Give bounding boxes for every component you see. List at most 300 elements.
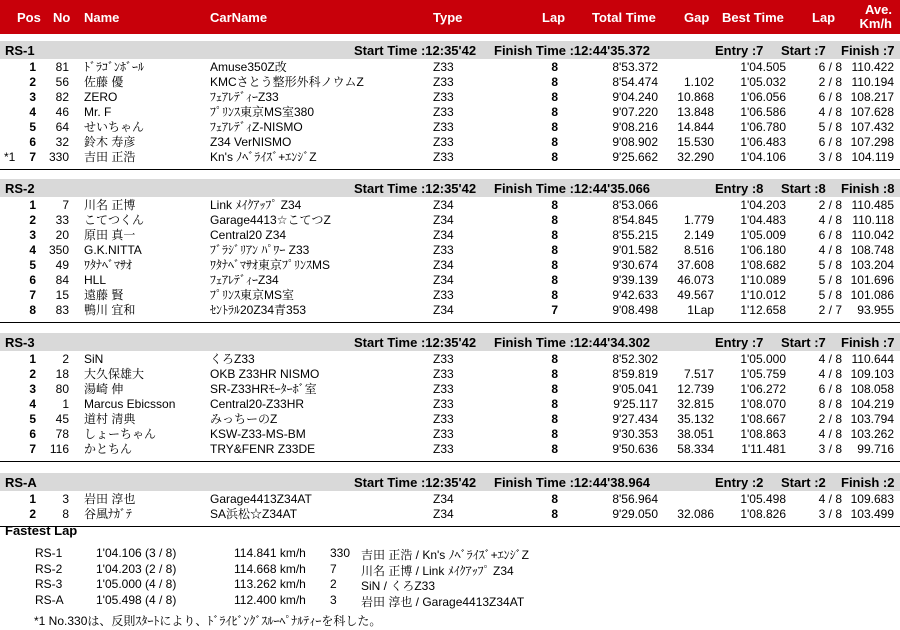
cell-pos: 2 xyxy=(29,367,36,381)
cell-ave: 109.683 xyxy=(850,492,894,506)
cell-type: Z33 xyxy=(433,243,454,257)
cell-no: 7 xyxy=(62,198,69,212)
cell-gap: 7.517 xyxy=(683,367,714,381)
col-name: Name xyxy=(84,10,120,25)
cell-name: しょーちゃん xyxy=(84,427,157,441)
cell-total: 8'52.302 xyxy=(612,352,658,366)
cell-no: 45 xyxy=(55,412,69,426)
cell-type: Z33 xyxy=(433,367,454,381)
cell-type: Z33 xyxy=(433,382,454,396)
cell-best: 1'05.000 xyxy=(740,352,786,366)
cell-total: 8'54.845 xyxy=(612,213,658,227)
cell-lap: 8 xyxy=(551,507,558,521)
cell-gap: 13.848 xyxy=(677,105,714,119)
cell-total: 9'04.240 xyxy=(612,90,658,104)
cell-ave: 93.955 xyxy=(857,303,894,317)
cell-no: 20 xyxy=(55,228,69,242)
cell-gap: 1.102 xyxy=(683,75,714,89)
cell-name: 川名 正博 xyxy=(84,198,136,212)
cell-type: Z34 xyxy=(433,213,454,227)
cell-ave: 103.499 xyxy=(850,507,894,521)
cell-car: Central20 Z34 xyxy=(210,228,287,242)
cell-best: 1'05.009 xyxy=(740,228,786,242)
cell-type: Z33 xyxy=(433,120,454,134)
result-row xyxy=(0,397,900,412)
cell-ave: 110.042 xyxy=(851,228,894,242)
cell-pos: 6 xyxy=(29,273,36,287)
cell-name: SiN xyxy=(84,352,104,366)
cell-ave: 110.118 xyxy=(852,213,894,227)
cell-name: 谷風ﾅｶﾞﾃ xyxy=(84,507,133,521)
cell-pos: 5 xyxy=(29,412,36,426)
cell-no: 81 xyxy=(55,60,69,74)
cell-lap: 8 xyxy=(551,60,558,74)
cell-bl: 2 / 8 xyxy=(818,198,842,212)
cell-lap: 8 xyxy=(551,367,558,381)
section-started: Start :7 xyxy=(781,43,826,58)
col-best: Best Time xyxy=(722,10,784,25)
section-finish-time: Finish Time :12:44'34.302 xyxy=(494,335,651,350)
cell-best: 1'08.826 xyxy=(740,507,786,521)
cell-type: Z33 xyxy=(433,397,454,411)
cell-ave: 110.644 xyxy=(851,352,894,366)
cell-type: Z33 xyxy=(433,427,454,441)
cell-bl: 4 / 8 xyxy=(818,427,842,441)
cell-name: 佐藤 優 xyxy=(84,75,124,89)
fastest-car-no: 2 xyxy=(330,577,337,591)
cell-pos: 6 xyxy=(29,135,36,149)
cell-best: 1'12.658 xyxy=(740,303,786,317)
section-finished: Finish :2 xyxy=(841,475,895,490)
fastest-speed: 114.668 km/h xyxy=(234,561,306,576)
cell-total: 8'54.474 xyxy=(612,75,658,89)
cell-car: KMCさとう整形外科ノウムZ xyxy=(210,75,364,89)
cell-best: 1'04.203 xyxy=(740,198,786,212)
cell-total: 9'42.633 xyxy=(612,288,658,302)
col-no: No xyxy=(53,10,71,25)
cell-total: 9'30.674 xyxy=(612,258,658,272)
section-title: RS-3 xyxy=(5,335,35,350)
result-row xyxy=(0,243,900,258)
cell-lap: 8 xyxy=(551,352,558,366)
cell-pos: 8 xyxy=(29,303,36,317)
cell-no: 15 xyxy=(55,288,69,302)
cell-best: 1'10.089 xyxy=(740,273,786,287)
cell-ave: 110.485 xyxy=(851,198,894,212)
section-header xyxy=(0,473,900,491)
cell-type: Z34 xyxy=(433,507,454,521)
cell-car: ｾﾝﾄﾗﾙ20Z34青353 xyxy=(210,303,307,317)
result-row xyxy=(0,492,900,507)
cell-lap: 8 xyxy=(551,135,558,149)
section-started: Start :2 xyxy=(781,475,826,490)
cell-total: 9'08.498 xyxy=(612,303,658,317)
cell-total: 8'59.819 xyxy=(612,367,658,381)
result-row xyxy=(0,60,900,75)
cell-bl: 5 / 8 xyxy=(818,120,842,134)
cell-gap: 32.290 xyxy=(677,150,714,164)
cell-bl: 5 / 8 xyxy=(818,258,842,272)
cell-total: 9'08.216 xyxy=(612,120,658,134)
cell-no: 2 xyxy=(62,352,69,366)
cell-type: Z33 xyxy=(433,105,454,119)
cell-type: Z33 xyxy=(433,135,454,149)
section-entry: Entry :7 xyxy=(715,335,764,350)
section-finished: Finish :8 xyxy=(841,181,895,196)
cell-lap: 8 xyxy=(551,105,558,119)
cell-type: Z33 xyxy=(433,60,454,74)
cell-no: 82 xyxy=(55,90,69,104)
cell-pos: 1 xyxy=(29,492,36,506)
cell-gap: 46.073 xyxy=(677,273,714,287)
fastest-driver: SiN / くろZ33 xyxy=(361,579,436,593)
cell-pos: 3 xyxy=(29,90,36,104)
penalty-note: *1 No.330は、反則ｽﾀｰﾄにより、ﾄﾞﾗｲﾋﾞﾝｸﾞｽﾙｰﾍﾟﾅﾙﾃｨｰを科した。 xyxy=(34,614,382,628)
cell-car: ﾌﾞﾗｼﾞﾘｱﾝ ﾊﾟﾜｰ Z33 xyxy=(210,243,310,257)
cell-ave: 103.794 xyxy=(850,412,894,426)
result-row xyxy=(0,150,900,165)
section-entry: Entry :2 xyxy=(715,475,764,490)
cell-pos: 4 xyxy=(29,397,36,411)
cell-name: G.K.NITTA xyxy=(84,243,142,257)
cell-lap: 8 xyxy=(551,198,558,212)
cell-best: 1'05.498 xyxy=(740,492,786,506)
fastest-speed: 114.841 km/h xyxy=(234,546,306,560)
cell-gap: 8.516 xyxy=(683,243,714,257)
cell-type: Z34 xyxy=(433,228,454,242)
cell-type: Z33 xyxy=(433,442,454,456)
section-header xyxy=(0,41,900,59)
cell-ave: 104.219 xyxy=(850,397,894,411)
cell-name: ﾜﾀﾅﾍﾞﾏｻｵ xyxy=(84,258,133,272)
cell-lap: 8 xyxy=(551,382,558,396)
cell-best: 1'06.780 xyxy=(740,120,786,134)
cell-best: 1'08.667 xyxy=(740,412,786,426)
fastest-class: RS-2 xyxy=(35,561,63,576)
cell-name: HLL xyxy=(84,273,107,287)
cell-best: 1'08.070 xyxy=(740,397,786,411)
col-ave-1: Ave. xyxy=(865,2,892,17)
fastest-class: RS-1 xyxy=(35,546,63,560)
cell-ave: 103.204 xyxy=(850,258,894,272)
cell-gap: 37.608 xyxy=(677,258,714,272)
result-row xyxy=(0,75,900,90)
cell-car: Link ﾒｲｸｱｯﾌﾟ Z34 xyxy=(210,198,302,212)
cell-ave: 107.628 xyxy=(850,105,894,119)
cell-gap: 38.051 xyxy=(677,427,714,441)
cell-type: Z33 xyxy=(433,288,454,302)
cell-pos: 1 xyxy=(29,352,36,366)
result-row xyxy=(0,427,900,442)
cell-lap: 8 xyxy=(551,397,558,411)
cell-gap: 32.815 xyxy=(677,397,714,411)
cell-pos: 3 xyxy=(29,228,36,242)
cell-name: 吉田 正浩 xyxy=(84,150,136,164)
cell-pos: 4 xyxy=(29,105,36,119)
cell-total: 8'56.964 xyxy=(612,492,658,506)
cell-bl: 3 / 8 xyxy=(818,442,842,456)
cell-ave: 108.748 xyxy=(850,243,894,257)
cell-car: ﾌﾟﾘﾝｽ東京MS室 xyxy=(210,288,295,302)
cell-type: Z33 xyxy=(433,90,454,104)
cell-no: 18 xyxy=(55,367,69,381)
section-title: RS-A xyxy=(5,475,37,490)
cell-pos: 5 xyxy=(29,120,36,134)
cell-type: Z34 xyxy=(433,492,454,506)
result-row xyxy=(0,442,900,457)
cell-lap: 8 xyxy=(551,90,558,104)
fastest-class: RS-3 xyxy=(35,577,63,591)
section-divider xyxy=(0,169,900,170)
cell-gap: 35.132 xyxy=(677,412,714,426)
cell-best: 1'04.106 xyxy=(740,150,786,164)
cell-lap: 8 xyxy=(551,288,558,302)
cell-best: 1'05.032 xyxy=(740,75,786,89)
cell-lap: 8 xyxy=(551,120,558,134)
cell-pos: 4 xyxy=(29,243,36,257)
cell-lap: 8 xyxy=(551,213,558,227)
cell-pos: 1 xyxy=(29,60,36,74)
cell-pos: 7 xyxy=(29,288,36,302)
cell-best: 1'08.682 xyxy=(740,258,786,272)
cell-total: 8'55.215 xyxy=(612,228,658,242)
section-entry: Entry :7 xyxy=(715,43,764,58)
cell-car: Amuse350Z改 xyxy=(210,60,287,74)
cell-no: 8 xyxy=(62,507,69,521)
cell-no: 330 xyxy=(48,150,69,164)
fastest-lap-title: Fastest Lap xyxy=(5,523,78,538)
fastest-driver: 岩田 淳也 / Garage4413Z34AT xyxy=(361,594,525,609)
cell-pos: 5 xyxy=(29,258,36,272)
cell-car: SA浜松☆Z34AT xyxy=(210,507,298,521)
cell-ave: 103.262 xyxy=(850,427,894,441)
result-row xyxy=(0,288,900,303)
section-finished: Finish :7 xyxy=(841,43,895,58)
result-row xyxy=(0,412,900,427)
cell-gap: 15.530 xyxy=(677,135,714,149)
result-row xyxy=(0,507,900,522)
cell-best: 1'06.056 xyxy=(740,90,786,104)
cell-car: OKB Z33HR NISMO xyxy=(210,367,320,381)
cell-best: 1'04.483 xyxy=(740,213,786,227)
cell-name: 鴨川 宜和 xyxy=(84,303,136,317)
col-ave-2: Km/h xyxy=(859,16,892,31)
fastest-time: 1'04.203 (2 / 8) xyxy=(96,561,177,576)
section-title: RS-1 xyxy=(5,43,35,58)
cell-ave: 110.194 xyxy=(851,75,894,89)
cell-car: みっちーのZ xyxy=(210,412,278,426)
cell-bl: 2 / 8 xyxy=(818,412,842,426)
cell-lap: 8 xyxy=(551,412,558,426)
section-start-time: Start Time :12:35'42 xyxy=(354,181,477,196)
section-start-time: Start Time :12:35'42 xyxy=(354,475,477,490)
fastest-time: 1'05.000 (4 / 8) xyxy=(96,577,177,591)
col-carname: CarName xyxy=(210,10,268,25)
fastest-car-no: 3 xyxy=(330,592,337,607)
cell-pos: 6 xyxy=(29,427,36,441)
cell-no: 3 xyxy=(62,492,69,506)
cell-name: かとちん xyxy=(84,442,133,456)
cell-bl: 6 / 8 xyxy=(818,382,842,396)
fastest-driver: 川名 正博 / Link ﾒｲｸｱｯﾌﾟ Z34 xyxy=(361,563,514,578)
section-started: Start :8 xyxy=(781,181,826,196)
cell-bl: 6 / 8 xyxy=(818,228,842,242)
cell-gap: 1Lap xyxy=(687,303,714,317)
cell-car: Z34 VerNISMO xyxy=(210,135,292,149)
cell-no: 32 xyxy=(55,135,69,149)
result-row xyxy=(0,135,900,150)
cell-pos: 1 xyxy=(29,198,36,212)
cell-best: 1'05.759 xyxy=(740,367,786,381)
cell-pos: 2 xyxy=(29,75,36,89)
cell-car: ﾌｪｱﾚﾃﾞｨZ-NISMO xyxy=(210,120,303,134)
section-divider xyxy=(0,461,900,462)
cell-no: 116 xyxy=(49,442,69,456)
cell-best: 1'06.483 xyxy=(740,135,786,149)
cell-bl: 4 / 8 xyxy=(818,367,842,381)
cell-name: 道村 清典 xyxy=(84,412,136,426)
cell-type: Z34 xyxy=(433,303,454,317)
result-row xyxy=(0,258,900,273)
cell-total: 9'25.117 xyxy=(613,397,658,411)
cell-pos: 7 xyxy=(29,150,36,164)
cell-no: 64 xyxy=(55,120,69,134)
cell-bl: 4 / 8 xyxy=(818,213,842,227)
cell-ave: 108.058 xyxy=(850,382,894,396)
cell-type: Z33 xyxy=(433,352,454,366)
cell-car: ﾌｪｱﾚﾃﾞｨｰZ34 xyxy=(210,273,279,287)
cell-car: SR-Z33HRﾓｰﾀｰﾎﾞ室 xyxy=(210,382,317,396)
cell-type: Z33 xyxy=(433,150,454,164)
cell-name: せいちゃん xyxy=(84,120,145,134)
cell-bl: 6 / 8 xyxy=(818,135,842,149)
cell-no: 49 xyxy=(55,258,69,272)
cell-type: Z34 xyxy=(433,273,454,287)
cell-no: 1 xyxy=(62,397,69,411)
fastest-time: 1'04.106 (3 / 8) xyxy=(96,546,177,560)
cell-no: 83 xyxy=(55,303,69,317)
cell-no: 56 xyxy=(55,75,69,89)
cell-best: 1'08.863 xyxy=(740,427,786,441)
cell-ave: 99.716 xyxy=(857,442,894,456)
col-gap: Gap xyxy=(684,10,710,25)
cell-lap: 8 xyxy=(551,228,558,242)
cell-pos: 3 xyxy=(29,382,36,396)
section-divider xyxy=(0,526,900,527)
cell-bl: 4 / 8 xyxy=(818,352,842,366)
section-finish-time: Finish Time :12:44'35.372 xyxy=(494,43,651,58)
cell-best: 1'06.180 xyxy=(740,243,786,257)
col-ave xyxy=(860,3,893,31)
cell-lap: 8 xyxy=(551,243,558,257)
cell-name: 遠藤 賢 xyxy=(84,288,124,302)
cell-total: 9'08.902 xyxy=(612,135,658,149)
cell-type: Z34 xyxy=(433,198,454,212)
section-finish-time: Finish Time :12:44'38.964 xyxy=(494,475,651,490)
section-header xyxy=(0,333,900,351)
cell-bl: 5 / 8 xyxy=(818,273,842,287)
cell-gap: 49.567 xyxy=(677,288,714,302)
cell-no: 33 xyxy=(55,213,69,227)
cell-best: 1'04.505 xyxy=(740,60,786,74)
cell-pos: 7 xyxy=(29,442,36,456)
cell-no: 78 xyxy=(55,427,69,441)
cell-total: 9'30.353 xyxy=(612,427,658,441)
cell-gap: 2.149 xyxy=(683,228,714,242)
cell-type: Z33 xyxy=(433,412,454,426)
cell-best: 1'11.481 xyxy=(741,442,786,456)
cell-car: ﾌﾟﾘﾝｽ東京MS室380 xyxy=(210,105,315,119)
cell-name: ZERO xyxy=(84,90,118,104)
result-row xyxy=(0,198,900,213)
cell-lap: 8 xyxy=(551,492,558,506)
result-row xyxy=(0,382,900,397)
cell-no: 84 xyxy=(55,273,69,287)
section-started: Start :7 xyxy=(781,335,826,350)
fastest-time: 1'05.498 (4 / 8) xyxy=(96,592,177,607)
col-type: Type xyxy=(433,10,463,25)
cell-name: Marcus Ebicsson xyxy=(84,397,176,411)
col-lap: Lap xyxy=(542,10,566,25)
cell-best: 1'10.012 xyxy=(740,288,786,302)
cell-car: くろZ33 xyxy=(210,352,255,366)
cell-bl: 6 / 8 xyxy=(818,90,842,104)
cell-total: 9'39.139 xyxy=(612,273,658,287)
cell-lap: 7 xyxy=(551,303,558,317)
cell-lap: 8 xyxy=(551,273,558,287)
cell-ave: 107.432 xyxy=(850,120,894,134)
cell-gap: 14.844 xyxy=(677,120,714,134)
result-row xyxy=(0,213,900,228)
cell-pos: 2 xyxy=(29,213,36,227)
cell-total: 8'53.372 xyxy=(612,60,658,74)
cell-gap: 32.086 xyxy=(677,507,714,521)
cell-bl: 2 / 8 xyxy=(818,75,842,89)
cell-name: ﾄﾞﾗｺﾞﾝﾎﾞｰﾙ xyxy=(84,60,145,74)
cell-car: Garage4413☆こてつZ xyxy=(210,213,331,227)
fastest-class: RS-A xyxy=(35,592,64,607)
col-pos: Pos xyxy=(17,10,41,25)
cell-lap: 8 xyxy=(551,442,558,456)
cell-best: 1'06.586 xyxy=(740,105,786,119)
cell-gap: 12.739 xyxy=(677,382,714,396)
section-title: RS-2 xyxy=(5,181,35,196)
result-row xyxy=(0,303,900,318)
section-finished: Finish :7 xyxy=(841,335,895,350)
fastest-driver: 吉田 正浩 / Kn's ﾉﾍﾞﾗｲｽﾞ+ｴﾝｼﾞZ xyxy=(361,548,529,562)
cell-bl: 5 / 8 xyxy=(818,288,842,302)
cell-total: 9'27.434 xyxy=(612,412,658,426)
cell-car: KSW-Z33-MS-BM xyxy=(210,427,306,441)
cell-name: 原田 真一 xyxy=(84,228,136,242)
cell-car: ﾜﾀﾅﾍﾞﾏｻｵ東京ﾌﾟﾘﾝｽMS xyxy=(210,258,331,272)
section-header xyxy=(0,179,900,197)
cell-ave: 101.696 xyxy=(850,273,894,287)
cell-name: 大久保雄大 xyxy=(84,367,145,381)
result-row xyxy=(0,120,900,135)
cell-bl: 4 / 8 xyxy=(818,243,842,257)
cell-gap: 1.779 xyxy=(683,213,714,227)
cell-car: Central20-Z33HR xyxy=(210,397,305,411)
cell-no: 80 xyxy=(55,382,69,396)
cell-bl: 3 / 8 xyxy=(818,507,842,521)
cell-total: 9'07.220 xyxy=(612,105,658,119)
cell-total: 9'01.582 xyxy=(612,243,658,257)
cell-no: 46 xyxy=(55,105,69,119)
cell-total: 8'53.066 xyxy=(612,198,658,212)
cell-type: Z33 xyxy=(433,75,454,89)
fastest-car-no: 7 xyxy=(330,561,337,576)
